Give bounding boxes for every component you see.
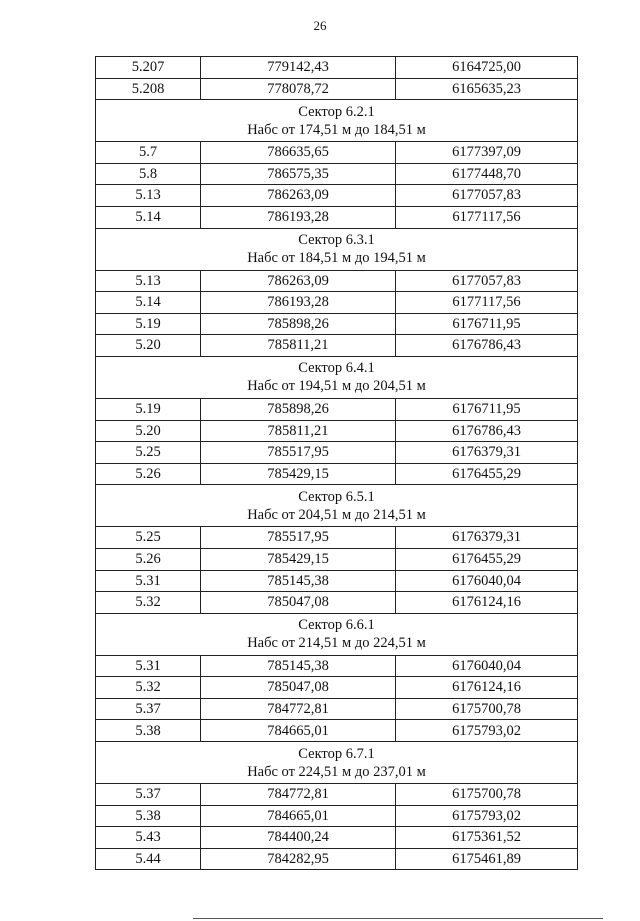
x-coordinate-cell: 785145,38 [201, 570, 396, 592]
y-coordinate-cell: 6176711,95 [396, 313, 578, 335]
y-coordinate-cell: 6177057,83 [396, 185, 578, 207]
x-coordinate-cell: 785517,95 [201, 527, 396, 549]
x-coordinate-cell: 778078,72 [201, 78, 396, 100]
y-coordinate-cell: 6176786,43 [396, 420, 578, 442]
page-number: 26 [313, 18, 327, 33]
sector-header-cell [96, 228, 578, 270]
x-coordinate-cell: 785429,15 [201, 548, 396, 570]
table-row [96, 527, 578, 549]
table-row [96, 57, 578, 79]
table-row [96, 848, 578, 870]
sector-height-range: Набс от 194,51 м до 204,51 м [247, 378, 426, 395]
y-coordinate-cell: 6164725,00 [396, 57, 578, 79]
point-number-cell: 5.26 [96, 463, 201, 485]
table-row [96, 805, 578, 827]
x-coordinate-cell: 786193,28 [201, 206, 396, 228]
point-number-cell: 5.13 [96, 270, 201, 292]
y-coordinate-cell: 6176040,04 [396, 655, 578, 677]
sector-title: Сектор 6.4.1 [298, 360, 375, 377]
sector-title: Сектор 6.7.1 [298, 745, 375, 762]
sector-height-range: Набс от 204,51 м до 214,51 м [247, 506, 426, 523]
point-number-cell: 5.8 [96, 163, 201, 185]
x-coordinate-cell: 785898,26 [201, 398, 396, 420]
sector-height-range: Набс от 224,51 м до 237,01 м [247, 763, 426, 780]
y-coordinate-cell: 6175700,78 [396, 784, 578, 806]
point-number-cell: 5.31 [96, 570, 201, 592]
x-coordinate-cell: 786263,09 [201, 270, 396, 292]
x-coordinate-cell: 785811,21 [201, 420, 396, 442]
x-coordinate-cell: 786575,35 [201, 163, 396, 185]
x-coordinate-cell: 785429,15 [201, 463, 396, 485]
point-number-cell: 5.208 [96, 78, 201, 100]
point-number-cell: 5.14 [96, 206, 201, 228]
point-number-cell: 5.44 [96, 848, 201, 870]
table-row [96, 570, 578, 592]
x-coordinate-cell: 786635,65 [201, 142, 396, 164]
table-row [96, 784, 578, 806]
y-coordinate-cell: 6176455,29 [396, 548, 578, 570]
table-row [96, 463, 578, 485]
point-number-cell: 5.38 [96, 720, 201, 742]
coordinates-table [95, 56, 578, 870]
x-coordinate-cell: 785517,95 [201, 442, 396, 464]
sector-title: Сектор 6.3.1 [298, 232, 375, 249]
point-number-cell: 5.20 [96, 420, 201, 442]
x-coordinate-cell: 785145,38 [201, 655, 396, 677]
point-number-cell: 5.19 [96, 313, 201, 335]
table-row [96, 698, 578, 720]
sector-height-range: Набс от 214,51 м до 224,51 м [247, 635, 426, 652]
point-number-cell: 5.7 [96, 142, 201, 164]
y-coordinate-cell: 6177117,56 [396, 292, 578, 314]
y-coordinate-cell: 6175461,89 [396, 848, 578, 870]
x-coordinate-cell: 779142,43 [201, 57, 396, 79]
table-row [96, 142, 578, 164]
y-coordinate-cell: 6177057,83 [396, 270, 578, 292]
x-coordinate-cell: 784400,24 [201, 827, 396, 849]
x-coordinate-cell: 784772,81 [201, 784, 396, 806]
y-coordinate-cell: 6176124,16 [396, 592, 578, 614]
point-number-cell: 5.207 [96, 57, 201, 79]
y-coordinate-cell: 6176124,16 [396, 677, 578, 699]
table-row [96, 206, 578, 228]
sector-header-cell [96, 613, 578, 655]
sector-header-row [96, 485, 578, 527]
sector-header-cell [96, 356, 578, 398]
sector-header-row [96, 356, 578, 398]
sector-header-row [96, 742, 578, 784]
sector-header-cell [96, 100, 578, 142]
point-number-cell: 5.37 [96, 784, 201, 806]
sector-title: Сектор 6.6.1 [298, 617, 375, 634]
point-number-cell: 5.13 [96, 185, 201, 207]
table-row [96, 827, 578, 849]
coordinates-table-body [96, 57, 578, 870]
table-row [96, 313, 578, 335]
table-row [96, 398, 578, 420]
y-coordinate-cell: 6176040,04 [396, 570, 578, 592]
y-coordinate-cell: 6165635,23 [396, 78, 578, 100]
point-number-cell: 5.19 [96, 398, 201, 420]
table-row [96, 78, 578, 100]
x-coordinate-cell: 784665,01 [201, 720, 396, 742]
table-row [96, 185, 578, 207]
point-number-cell: 5.25 [96, 442, 201, 464]
y-coordinate-cell: 6175793,02 [396, 805, 578, 827]
sector-height-range: Набс от 174,51 м до 184,51 м [247, 121, 426, 138]
y-coordinate-cell: 6176379,31 [396, 527, 578, 549]
point-number-cell: 5.43 [96, 827, 201, 849]
table-row [96, 548, 578, 570]
table-row [96, 720, 578, 742]
x-coordinate-cell: 785047,08 [201, 592, 396, 614]
y-coordinate-cell: 6176786,43 [396, 335, 578, 357]
table-row [96, 677, 578, 699]
y-coordinate-cell: 6177117,56 [396, 206, 578, 228]
y-coordinate-cell: 6176711,95 [396, 398, 578, 420]
table-row [96, 163, 578, 185]
footer-rule [193, 918, 603, 919]
sector-height-range: Набс от 184,51 м до 194,51 м [247, 250, 426, 267]
sector-title: Сектор 6.2.1 [298, 103, 375, 120]
table-row [96, 420, 578, 442]
y-coordinate-cell: 6176379,31 [396, 442, 578, 464]
y-coordinate-cell: 6175700,78 [396, 698, 578, 720]
sector-header-row [96, 613, 578, 655]
table-row [96, 335, 578, 357]
x-coordinate-cell: 784282,95 [201, 848, 396, 870]
y-coordinate-cell: 6176455,29 [396, 463, 578, 485]
sector-header-row [96, 228, 578, 270]
y-coordinate-cell: 6177448,70 [396, 163, 578, 185]
sector-header-cell [96, 485, 578, 527]
sector-title: Сектор 6.5.1 [298, 488, 375, 505]
table-row [96, 592, 578, 614]
table-row [96, 442, 578, 464]
point-number-cell: 5.32 [96, 592, 201, 614]
x-coordinate-cell: 785898,26 [201, 313, 396, 335]
x-coordinate-cell: 786263,09 [201, 185, 396, 207]
y-coordinate-cell: 6177397,09 [396, 142, 578, 164]
table-row [96, 292, 578, 314]
y-coordinate-cell: 6175793,02 [396, 720, 578, 742]
x-coordinate-cell: 784772,81 [201, 698, 396, 720]
x-coordinate-cell: 784665,01 [201, 805, 396, 827]
point-number-cell: 5.20 [96, 335, 201, 357]
sector-header-cell [96, 742, 578, 784]
x-coordinate-cell: 785047,08 [201, 677, 396, 699]
point-number-cell: 5.31 [96, 655, 201, 677]
table-row [96, 655, 578, 677]
table-row [96, 270, 578, 292]
x-coordinate-cell: 785811,21 [201, 335, 396, 357]
point-number-cell: 5.25 [96, 527, 201, 549]
sector-header-row [96, 100, 578, 142]
point-number-cell: 5.37 [96, 698, 201, 720]
point-number-cell: 5.32 [96, 677, 201, 699]
point-number-cell: 5.38 [96, 805, 201, 827]
y-coordinate-cell: 6175361,52 [396, 827, 578, 849]
point-number-cell: 5.26 [96, 548, 201, 570]
point-number-cell: 5.14 [96, 292, 201, 314]
x-coordinate-cell: 786193,28 [201, 292, 396, 314]
